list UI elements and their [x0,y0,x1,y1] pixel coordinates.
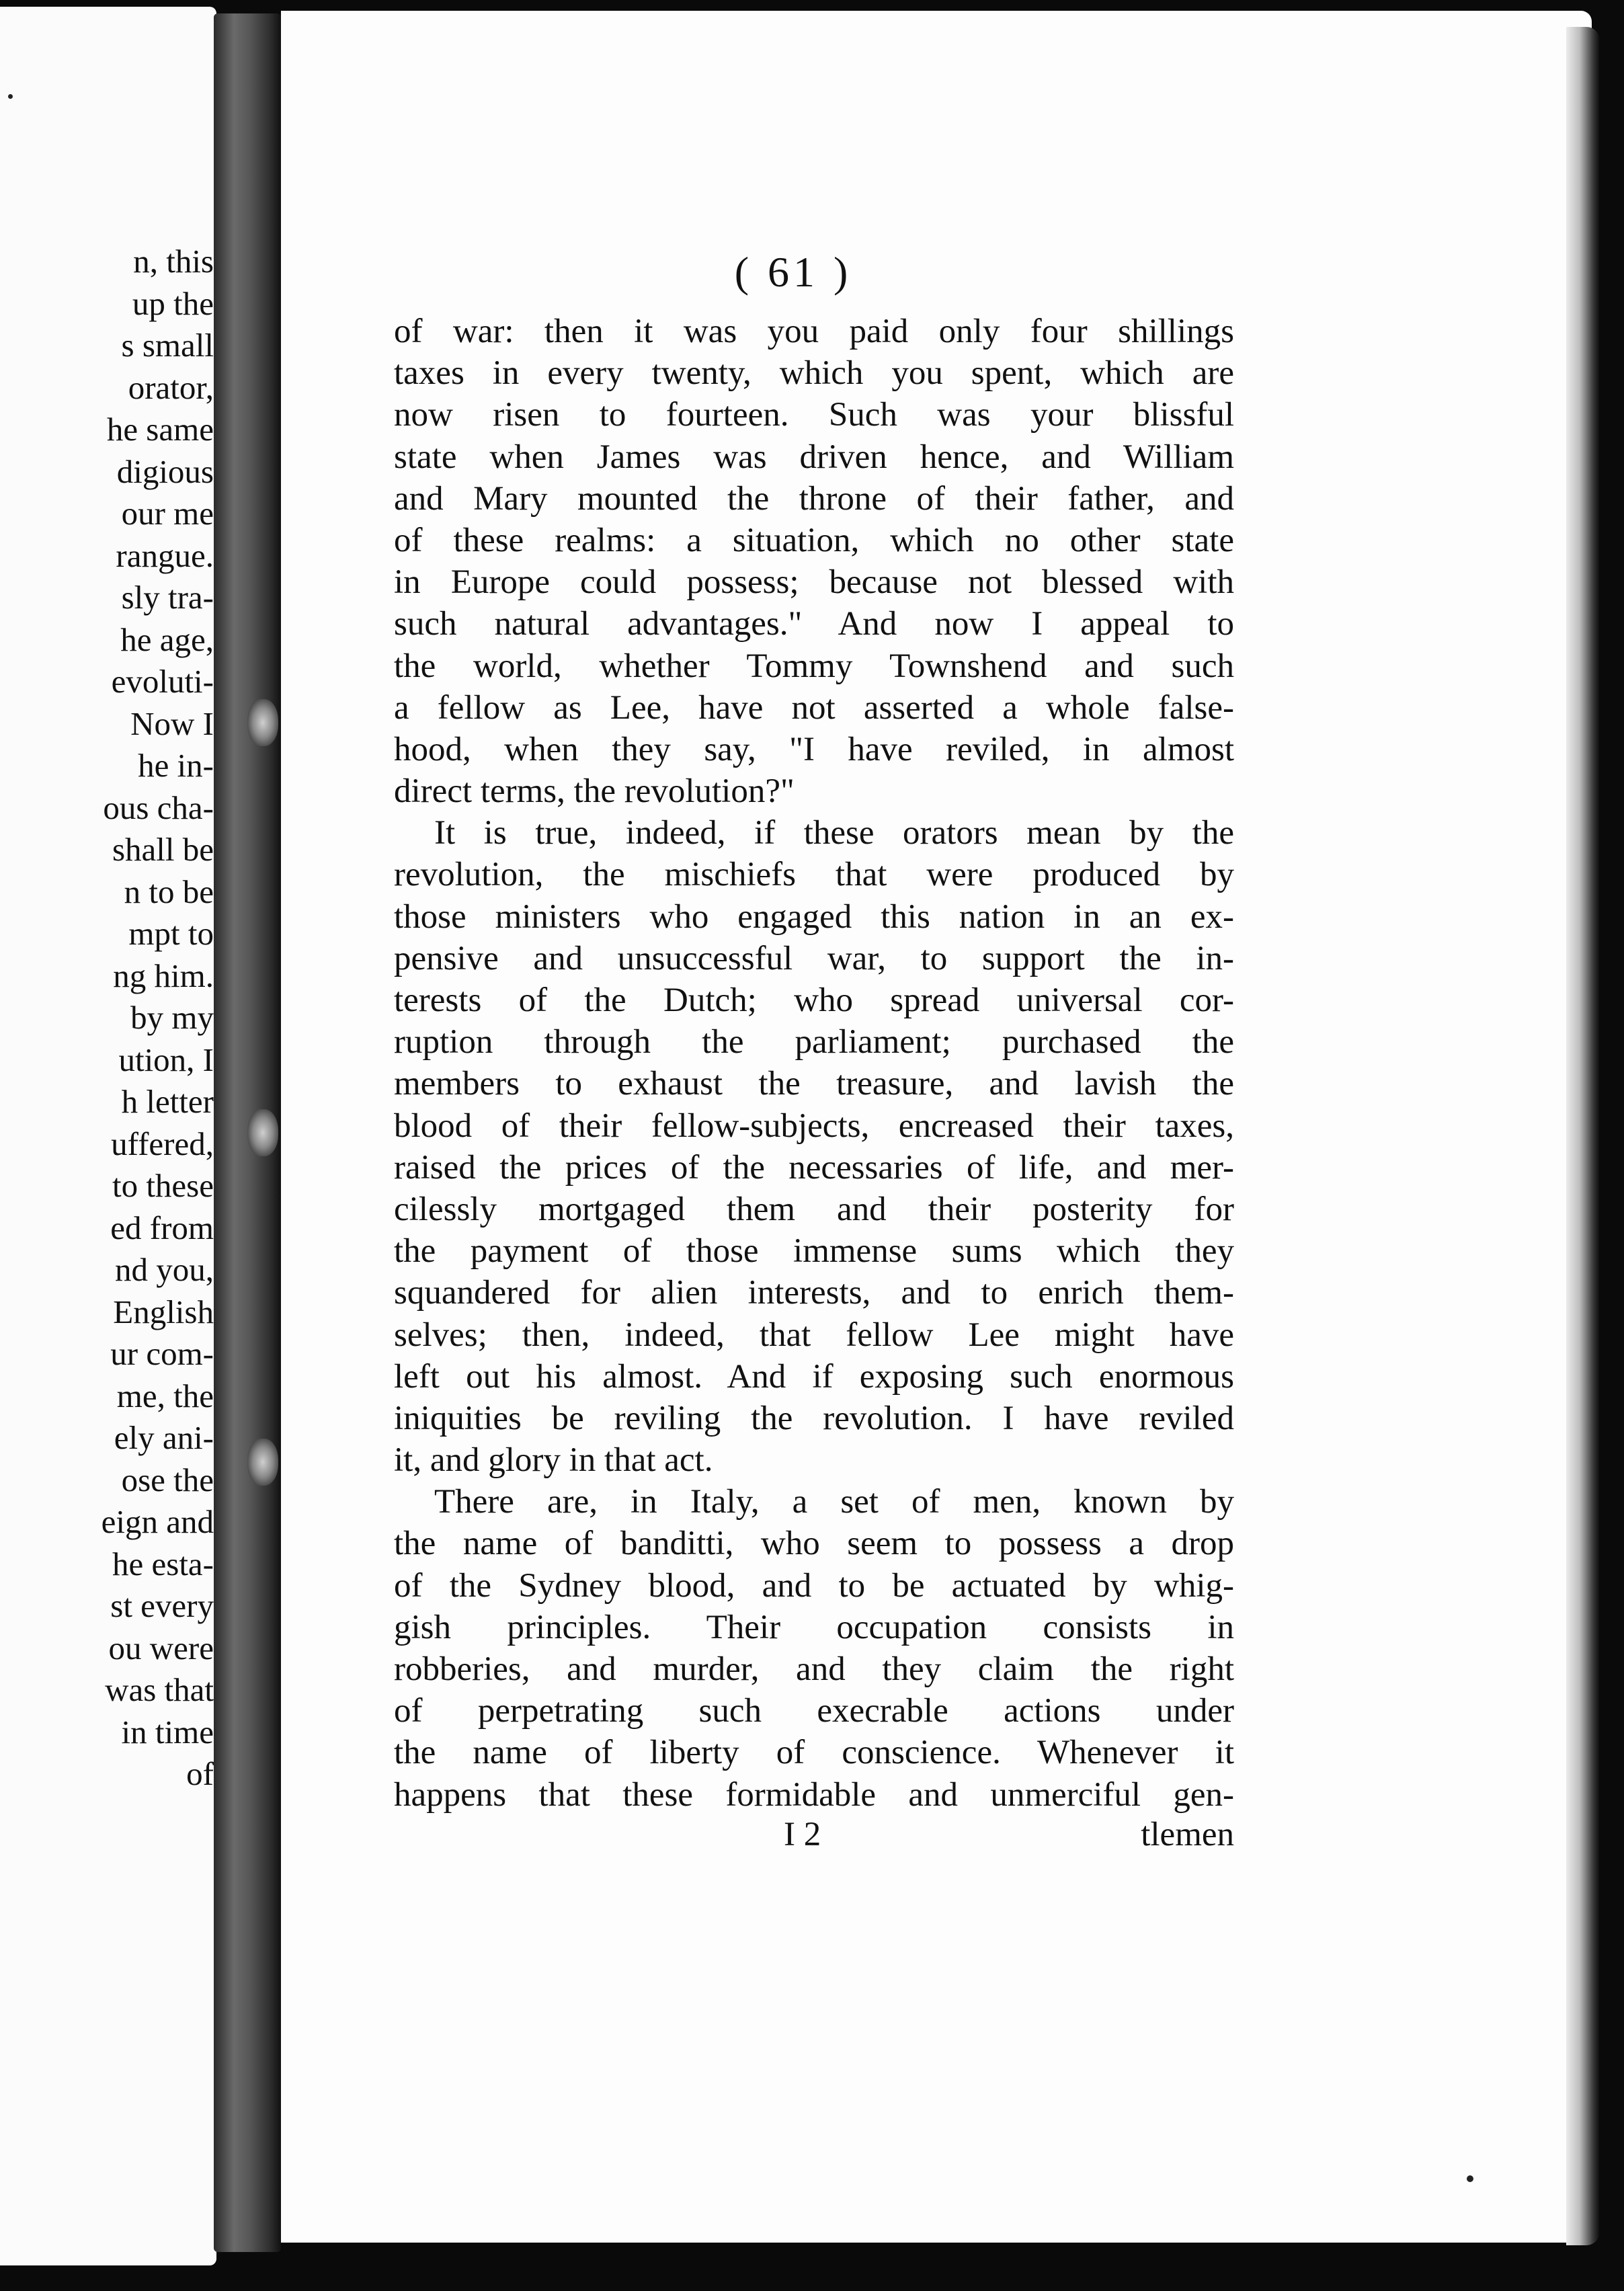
signature-mark: I 2 [784,1816,821,1853]
left-page-line: n to be [124,873,214,910]
page-number: ( 61 ) [734,248,852,296]
left-page-line: s small [121,327,214,364]
text-line: hood, when they say, "I have reviled, in almost [394,730,1234,768]
text-line: raised the prices of the necessaries of life, and mer- [394,1148,1234,1187]
text-line: revolution, the mischiefs that were produced by [394,856,1234,894]
left-page-line: h letter [121,1083,214,1120]
left-page-line: st every [110,1587,214,1624]
catchword: tlemen [1141,1816,1234,1853]
text-line: the name of banditti, who seem to possess a drop [394,1525,1234,1563]
text-line: left out his almost. And if exposing such enormous [394,1357,1234,1396]
text-line: in Europe could possess; because not blessed with [394,563,1234,602]
text-line: state when James was driven hence, and William [394,438,1234,476]
left-page-line: ng him. [113,957,214,994]
left-page-line: ution, I [118,1041,214,1078]
left-page-line: n, this [133,243,214,280]
left-page-line: evoluti- [111,663,214,700]
text-line: blood of their fellow-subjects, encreased their taxes, [394,1107,1234,1145]
binding-stitch [247,699,278,746]
left-page-line: me, the [116,1377,214,1414]
text-line: of the Sydney blood, and to be actuated by whig- [394,1566,1234,1605]
left-page-text [1,241,214,1796]
left-page-line: ous cha- [103,789,214,826]
left-page-line: ose the [121,1461,214,1498]
text-line: terests of the Dutch; who spread universal cor- [394,981,1234,1019]
text-line: gish principles. Their occupation consists in [394,1608,1234,1646]
text-line: direct terms, the revolution?" [394,772,795,811]
left-page-line: rangue. [116,536,214,574]
left-page-line: nd you, [115,1251,214,1288]
text-line: a fellow as Lee, have not asserted a whole false- [394,688,1234,727]
ink-speck [8,94,13,99]
left-page-line: in time [121,1713,214,1751]
text-line: of these realms: a situation, which no other state [394,521,1234,559]
left-page-line: was that [105,1671,214,1708]
body-text [394,311,1234,1816]
text-line: the name of liberty of conscience. Whenever it [394,1734,1234,1772]
left-page-line: mpt to [128,915,214,952]
text-line: happens that these formidable and unmerciful gen- [394,1775,1234,1814]
left-page-line: Now I [130,705,214,742]
text-line: it, and glory in that act. [394,1441,713,1480]
left-page-line: he in- [138,747,214,784]
left-page-line: orator, [128,368,214,406]
left-page-line: of [186,1755,214,1792]
text-line: robberies, and murder, and they claim the right [394,1650,1234,1688]
text-line: squandered for alien interests, and to enrich them- [394,1274,1234,1312]
ink-speck [1467,2175,1473,2182]
text-line: the world, whether Tommy Townshend and such [394,647,1234,685]
left-page-line: he same [106,411,214,448]
text-line: such natural advantages." And now I appeal to [394,605,1234,643]
text-line: and Mary mounted the throne of their father, and [394,479,1234,518]
binding-stitch [247,1439,278,1486]
text-line: pensive and unsuccessful war, to support the in- [394,939,1234,977]
left-page-line: to these [112,1167,214,1204]
text-line: cilessly mortgaged them and their posterity for [394,1190,1234,1228]
text-line: of war: then it was you paid only four shillings [394,313,1234,350]
left-page-line: digious [116,452,214,490]
text-line: members to exhaust the treasure, and lavish the [394,1065,1234,1103]
text-line: taxes in every twenty, which you spent, which are [394,354,1234,393]
text-line: iniquities be reviling the revolution. I have reviled [394,1399,1234,1437]
page-edge [1566,27,1600,2245]
text-line: ruption through the parliament; purchased the [394,1023,1234,1061]
left-page-line: eign and [101,1503,214,1540]
left-page-line: he esta- [112,1545,214,1582]
left-page-line: ely ani- [114,1419,214,1456]
left-page-line: ur com- [110,1335,214,1372]
left-page-line: by my [130,999,214,1036]
left-page-line: up the [132,284,214,322]
left-page-line: shall be [112,831,214,868]
text-line: It is true, indeed, if these orators mean by the [434,814,1234,852]
left-page-line: English [113,1293,214,1330]
left-page-line: sly tra- [121,579,214,616]
left-page-line: he age, [120,620,214,658]
text-line: of perpetrating such execrable actions under [394,1692,1234,1730]
text-line: those ministers who engaged this nation in an ex- [394,897,1234,936]
left-page-line: ed from [110,1209,214,1246]
left-page-line: uffered, [111,1125,214,1162]
left-page-fragment [0,7,216,2265]
binding-stitch [247,1109,278,1156]
text-line: now risen to fourteen. Such was your blissful [394,396,1234,434]
text-line: the payment of those immense sums which they [394,1232,1234,1271]
left-page-line: ou were [108,1629,214,1666]
text-line: There are, in Italy, a set of men, known by [434,1483,1234,1521]
left-page-line: our me [121,495,214,532]
text-line: selves; then, indeed, that fellow Lee might have [394,1316,1234,1354]
